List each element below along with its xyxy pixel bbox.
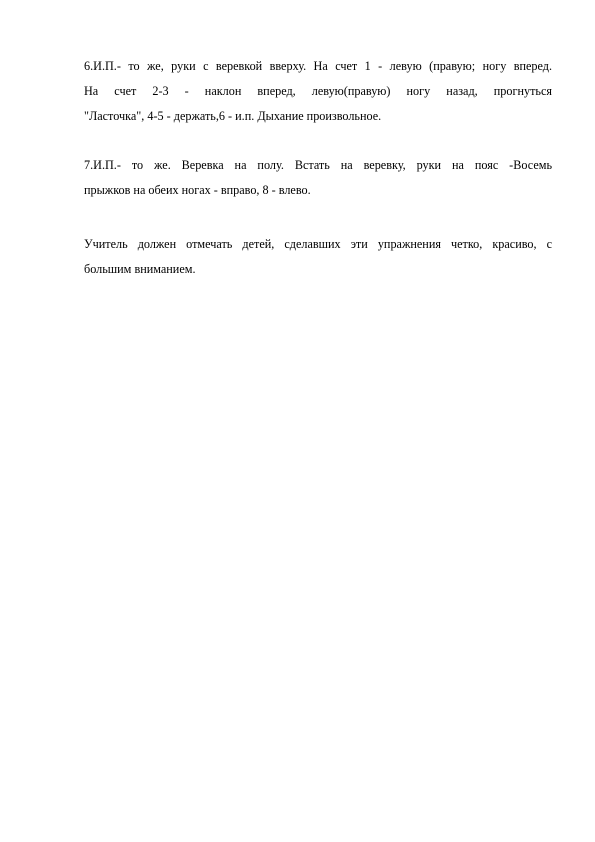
paragraph-line: "Ласточка", 4-5 - держать,6 - и.п. Дыхание произвольное. bbox=[84, 109, 382, 123]
paragraph-line: большим вниманием. bbox=[84, 262, 196, 276]
paragraph-line: 7.И.П.- то же. Веревка на полу. Встать на веревку, руки на пояс -Восемь bbox=[84, 158, 552, 172]
paragraph-line: На счет 2-3 - наклон вперед, левую(правую) ногу назад, прогнуться bbox=[84, 84, 552, 98]
paragraph-line: 6.И.П.- то же, руки с веревкой вверху. На счет 1 - левую (правую; ногу вперед. bbox=[84, 59, 552, 73]
paragraph-exercise-7 bbox=[84, 153, 552, 203]
paragraph-teacher-note bbox=[84, 232, 552, 282]
paragraph-exercise-6 bbox=[84, 54, 552, 129]
paragraph-line: прыжков на обеих ногах - вправо, 8 - влево. bbox=[84, 183, 311, 197]
paragraph-line: Учитель должен отмечать детей, сделавших эти упражнения четко, красиво, с bbox=[84, 237, 552, 251]
